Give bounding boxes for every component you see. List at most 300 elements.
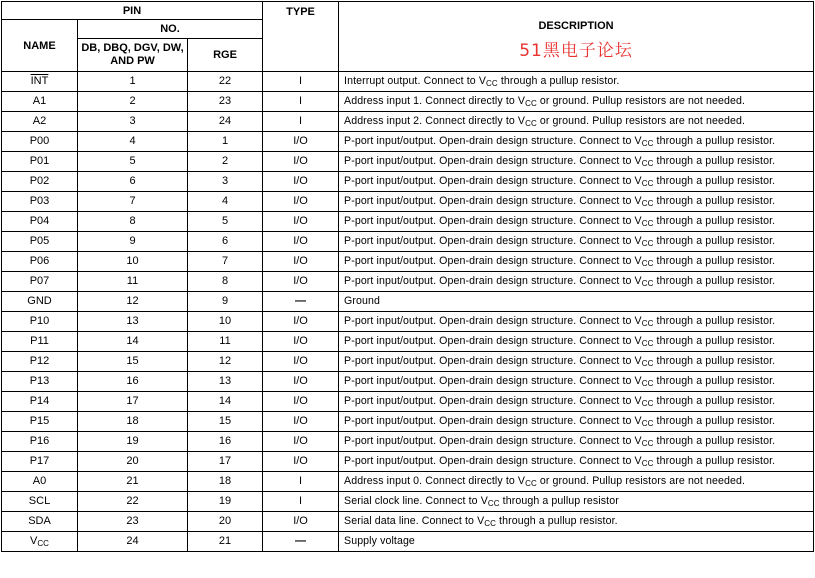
description-text-tail: through a pullup resistor. (653, 135, 776, 147)
pin-name: P02 (29, 175, 50, 187)
vcc-subscript: CC (641, 339, 654, 348)
pin-type-cell (263, 392, 339, 412)
table-row (2, 252, 814, 272)
pin-number-cell (78, 432, 188, 452)
description-text: P-port input/output. Open-drain design structure. Connect to V (344, 255, 642, 267)
pin-number-db-package: 5 (129, 155, 136, 167)
description-text-tail: through a pullup resistor. (653, 235, 776, 247)
pin-number-rge-package: 10 (218, 315, 232, 327)
vcc-subscript: CC (487, 499, 500, 508)
description-text: P-port input/output. Open-drain design structure. Connect to V (344, 415, 642, 427)
table-row (2, 372, 814, 392)
table-row (2, 232, 814, 252)
pin-number-db-package: 22 (126, 495, 139, 507)
description-text: P-port input/output. Open-drain design structure. Connect to V (344, 215, 642, 227)
description-text: P-port input/output. Open-drain design structure. Connect to V (344, 395, 642, 407)
pin-number-db-package: 19 (126, 435, 139, 447)
description-text-tail: or ground. Pullup resistors are not needed. (536, 475, 746, 487)
pin-type-cell (263, 132, 339, 152)
number-header: NO. (78, 20, 263, 39)
vcc-subscript: CC (641, 179, 654, 188)
pin-name: P11 (30, 335, 49, 347)
description-text-tail: through a pullup resistor. (653, 175, 776, 187)
pin-name-cell (2, 132, 78, 152)
description-text-tail: through a pullup resistor. (653, 415, 776, 427)
vcc-subscript: CC (641, 359, 654, 368)
description-text-tail: or ground. Pullup resistors are not needed. (536, 95, 746, 107)
pin-number-cell (78, 312, 188, 332)
pin-number-cell (188, 192, 263, 212)
pin-name-cell (2, 232, 78, 252)
pin-number-rge-package: 1 (221, 135, 229, 147)
description-text-tail: through a pullup resistor. (653, 435, 776, 447)
pin-name: P12 (29, 355, 50, 367)
pin-type: I/O (293, 435, 308, 447)
pin-number-db-package: 10 (126, 255, 139, 267)
pin-number-cell (78, 352, 188, 372)
pin-name: P14 (29, 395, 50, 407)
pin-name: P00 (29, 135, 50, 147)
pin-type-cell (263, 232, 339, 252)
pin-description-cell (339, 412, 814, 432)
table-row (2, 352, 814, 372)
pin-name-cell (2, 372, 78, 392)
pin-number-cell (188, 112, 263, 132)
description-text: P-port input/output. Open-drain design structure. Connect to V (344, 335, 642, 347)
description-text-tail: through a pullup resistor (499, 495, 619, 507)
pin-number-cell (78, 532, 188, 552)
description-text: Interrupt output. Connect to V (344, 75, 487, 87)
pin-number-cell (78, 92, 188, 112)
pin-number-rge-package: 6 (221, 235, 229, 247)
vcc-subscript: CC (525, 119, 537, 128)
table-row (2, 492, 814, 512)
description-text: Serial clock line. Connect to V (344, 495, 488, 507)
pin-name-cell (2, 252, 78, 272)
pin-type-cell (263, 272, 339, 292)
pin-type-cell (263, 292, 339, 312)
description-text: P-port input/output. Open-drain design structure. Connect to V (344, 235, 642, 247)
pin-name-cell (2, 412, 78, 432)
pin-description-cell (339, 352, 814, 372)
pin-number-rge-package: 14 (218, 395, 232, 407)
description-text: P-port input/output. Open-drain design structure. Connect to V (344, 275, 642, 287)
pin-name-cell (2, 112, 78, 132)
pin-description-cell (339, 252, 814, 272)
pin-number-db-package: 17 (126, 395, 139, 407)
pin-name-cell (2, 332, 78, 352)
vcc-subscript: CC (641, 379, 654, 388)
description-text-tail: through a pullup resistor. (653, 315, 776, 327)
description-text: P-port input/output. Open-drain design structure. Connect to V (344, 375, 642, 387)
pin-number-rge-package: 4 (221, 195, 229, 207)
description-text-tail: through a pullup resistor. (653, 255, 776, 267)
pin-name-cell (2, 212, 78, 232)
table-row (2, 312, 814, 332)
pin-type: I/O (293, 455, 308, 467)
pin-number-cell (78, 132, 188, 152)
pin-name-cell (2, 292, 78, 312)
pin-description-cell (339, 512, 814, 532)
pin-name-cell (2, 272, 78, 292)
watermark-text: 51黑电子论坛 (519, 41, 633, 61)
description-text-tail: through a pullup resistor. (653, 155, 776, 167)
pin-number-cell (188, 352, 263, 372)
pin-number-cell (188, 152, 263, 172)
pin-number-db-package: 18 (126, 415, 139, 427)
package-header-db-dbq-dgv-dw-pw: DB, DBQ, DGV, DW, AND PW (78, 39, 188, 72)
pin-number-db-package: 2 (129, 95, 136, 107)
pin-description-cell (339, 132, 814, 152)
pin-type: I (299, 115, 303, 127)
pin-number-db-package: 11 (126, 275, 139, 287)
description-text: P-port input/output. Open-drain design structure. Connect to V (344, 355, 642, 367)
description-text: P-port input/output. Open-drain design structure. Connect to V (344, 175, 642, 187)
pin-type: I (299, 475, 303, 487)
pin-number-db-package: 12 (126, 295, 139, 307)
pin-description-cell (339, 532, 814, 552)
pin-number-rge-package: 18 (218, 475, 232, 487)
description-header (339, 2, 814, 72)
pin-description-cell (339, 72, 814, 92)
pin-name: P13 (29, 375, 50, 387)
table-row (2, 152, 814, 172)
pin-description-cell (339, 372, 814, 392)
pin-type: I/O (293, 235, 308, 247)
pin-name: A0 (32, 475, 47, 487)
vcc-subscript: CC (641, 279, 654, 288)
vcc-subscript: CC (484, 519, 497, 528)
pin-number-cell (78, 112, 188, 132)
table-row (2, 412, 814, 432)
description-text: Address input 0. Connect directly to V (344, 475, 526, 487)
pin-type: I/O (293, 255, 308, 267)
pin-description-cell (339, 112, 814, 132)
pin-name-cell (2, 512, 78, 532)
pin-number-cell (78, 492, 188, 512)
vcc-subscript: CC (641, 439, 654, 448)
pin-name: $\overline{INT}$ (30, 75, 49, 87)
table-row (2, 192, 814, 212)
pin-number-db-package: 23 (126, 515, 139, 527)
pin-name: P17 (29, 455, 50, 467)
description-text-tail: through a pullup resistor. (653, 375, 776, 387)
description-text-tail: through a pullup resistor. (496, 515, 618, 527)
pin-number-cell (188, 492, 263, 512)
description-text-tail: through a pullup resistor. (653, 395, 776, 407)
description-text: P-port input/output. Open-drain design structure. Connect to V (344, 435, 642, 447)
pin-number-rge-package: 5 (221, 215, 229, 227)
vcc-subscript: CC (525, 479, 537, 488)
description-text: P-port input/output. Open-drain design structure. Connect to V (344, 455, 642, 467)
table-header (2, 2, 814, 72)
pin-name-cell (2, 532, 78, 552)
pin-name: A1 (32, 95, 47, 107)
pin-name: V (30, 535, 38, 547)
pin-number-rge-package: 13 (218, 375, 232, 387)
pin-type-cell (263, 352, 339, 372)
pin-number-cell (188, 392, 263, 412)
table-row (2, 452, 814, 472)
table-row (2, 532, 814, 552)
table-row (2, 272, 814, 292)
vcc-subscript: CC (641, 139, 654, 148)
pin-type-cell (263, 172, 339, 192)
pin-type: I (299, 95, 303, 107)
pin-description-cell (339, 172, 814, 192)
pin-name: A2 (32, 115, 47, 127)
description-text: Ground (344, 295, 380, 307)
pin-description-cell (339, 312, 814, 332)
pin-number-cell (188, 512, 263, 532)
pin-number-cell (188, 252, 263, 272)
vcc-subscript: CC (641, 219, 654, 228)
pin-number-cell (188, 312, 263, 332)
pin-type-cell (263, 452, 339, 472)
pin-type: — (295, 535, 307, 547)
pin-number-db-package: 9 (129, 235, 136, 247)
pin-number-cell (188, 212, 263, 232)
pin-name-cell (2, 312, 78, 332)
pin-description-cell (339, 272, 814, 292)
pin-number-cell (188, 472, 263, 492)
pin-name: P07 (29, 275, 50, 287)
pin-type: I/O (293, 355, 308, 367)
description-title: DESCRIPTION (538, 20, 614, 32)
table-row (2, 472, 814, 492)
pin-number-rge-package: 16 (218, 435, 232, 447)
pin-name-cell (2, 352, 78, 372)
pin-number-cell (78, 292, 188, 312)
pin-type: I/O (293, 395, 308, 407)
pin-number-cell (78, 332, 188, 352)
description-text: P-port input/output. Open-drain design structure. Connect to V (344, 195, 642, 207)
description-text: Serial data line. Connect to V (344, 515, 485, 527)
pin-number-rge-package: 17 (218, 455, 232, 467)
pin-number-cell (188, 172, 263, 192)
pin-type: I/O (293, 155, 308, 167)
pin-number-cell (188, 432, 263, 452)
type-header: TYPE (263, 2, 339, 72)
pin-number-db-package: 14 (126, 335, 139, 347)
pin-type: I/O (293, 175, 308, 187)
pin-type: I/O (293, 515, 308, 527)
vcc-subscript: CC (525, 99, 537, 108)
table-row (2, 112, 814, 132)
pin-number-rge-package: 23 (218, 95, 232, 107)
vcc-subscript: CC (641, 319, 654, 328)
pin-number-cell (78, 192, 188, 212)
pin-number-rge-package: 21 (218, 535, 232, 547)
pin-number-cell (78, 212, 188, 232)
package-header-rge: RGE (188, 39, 263, 72)
pin-description-cell (339, 492, 814, 512)
table-body (2, 72, 814, 552)
pin-number-cell (188, 92, 263, 112)
description-text-tail: through a pullup resistor. (497, 75, 620, 87)
pin-number-rge-package: 24 (218, 115, 232, 127)
pin-description-table (1, 1, 814, 552)
vcc-subscript: CC (641, 399, 654, 408)
pin-number-db-package: 15 (126, 355, 139, 367)
table-row (2, 392, 814, 412)
pin-type: I/O (293, 195, 308, 207)
description-text-tail: through a pullup resistor. (653, 335, 776, 347)
pin-type-cell (263, 412, 339, 432)
pin-number-rge-package: 9 (221, 295, 229, 307)
pin-name: P10 (29, 315, 50, 327)
description-text: P-port input/output. Open-drain design structure. Connect to V (344, 135, 642, 147)
pin-type: I/O (293, 135, 308, 147)
pin-number-rge-package: 22 (218, 75, 232, 87)
pin-type: I/O (293, 275, 308, 287)
pin-name: SCL (28, 495, 51, 507)
pin-description-cell (339, 92, 814, 112)
pin-name: SDA (28, 515, 51, 527)
pin-name: P04 (29, 215, 50, 227)
pin-type-cell (263, 312, 339, 332)
pin-number-cell (188, 272, 263, 292)
pin-type-cell (263, 532, 339, 552)
pin-type-cell (263, 472, 339, 492)
pin-number-cell (78, 392, 188, 412)
pin-type: I (299, 75, 303, 87)
table-row (2, 132, 814, 152)
pin-number-cell (78, 452, 188, 472)
pin-name: P06 (29, 255, 50, 267)
pin-type: I/O (293, 315, 308, 327)
pin-number-db-package: 21 (126, 475, 139, 487)
pin-number-rge-package: 20 (218, 515, 232, 527)
description-text-tail: through a pullup resistor. (653, 355, 776, 367)
pin-number-db-package: 4 (129, 135, 136, 147)
pin-type: I/O (293, 335, 308, 347)
pin-number-rge-package: 8 (221, 275, 229, 287)
pin-number-rge-package: 11 (219, 335, 231, 347)
pin-type-cell (263, 492, 339, 512)
pin-name: P16 (29, 435, 50, 447)
pin-type-cell (263, 92, 339, 112)
pin-type-cell (263, 512, 339, 532)
pin-name-cell (2, 92, 78, 112)
description-text-tail: through a pullup resistor. (653, 215, 776, 227)
pin-name-cell (2, 172, 78, 192)
pin-number-cell (78, 172, 188, 192)
table-row (2, 172, 814, 192)
table-row (2, 92, 814, 112)
description-text-tail: or ground. Pullup resistors are not needed. (536, 115, 746, 127)
description-text-tail: through a pullup resistor. (653, 455, 776, 467)
pin-type-cell (263, 112, 339, 132)
pin-description-cell (339, 152, 814, 172)
vcc-subscript: CC (641, 239, 654, 248)
pin-description-cell (339, 212, 814, 232)
pin-number-cell (78, 272, 188, 292)
pin-type-cell (263, 252, 339, 272)
pin-type: I/O (293, 215, 308, 227)
description-text: P-port input/output. Open-drain design structure. Connect to V (344, 315, 642, 327)
pin-number-cell (78, 72, 188, 92)
pin-name-cell (2, 432, 78, 452)
pin-number-rge-package: 3 (221, 175, 229, 187)
pin-number-cell (78, 152, 188, 172)
pin-number-db-package: 20 (126, 455, 139, 467)
pin-name-cell (2, 192, 78, 212)
pin-number-db-package: 6 (129, 175, 136, 187)
description-text-tail: through a pullup resistor. (653, 195, 776, 207)
pin-number-cell (188, 232, 263, 252)
pin-number-cell (188, 532, 263, 552)
name-header: NAME (2, 20, 78, 72)
pin-number-cell (78, 412, 188, 432)
pin-description-cell (339, 292, 814, 312)
pin-number-db-package: 7 (129, 195, 136, 207)
pin-number-rge-package: 15 (218, 415, 232, 427)
pin-type: — (295, 295, 307, 307)
vcc-subscript: CC (641, 159, 654, 168)
pin-description-cell (339, 472, 814, 492)
pin-number-db-package: 13 (126, 315, 139, 327)
pin-number-rge-package: 2 (221, 155, 229, 167)
vcc-subscript: CC (641, 459, 654, 468)
description-text: P-port input/output. Open-drain design structure. Connect to V (344, 155, 642, 167)
table-row (2, 292, 814, 312)
pin-number-rge-package: 19 (218, 495, 232, 507)
pin-type-cell (263, 192, 339, 212)
vcc-subscript: CC (641, 419, 654, 428)
pin-type-cell (263, 332, 339, 352)
pin-description-cell (339, 452, 814, 472)
pin-number-cell (188, 292, 263, 312)
description-text: Address input 2. Connect directly to V (344, 115, 526, 127)
table-row (2, 432, 814, 452)
pin-type-cell (263, 152, 339, 172)
pin-name-cell (2, 72, 78, 92)
pin-name: P05 (29, 235, 50, 247)
pin-number-cell (188, 412, 263, 432)
vcc-subscript: CC (641, 259, 654, 268)
pin-number-db-package: 16 (126, 375, 139, 387)
pin-number-cell (78, 512, 188, 532)
pin-number-cell (78, 232, 188, 252)
pin-name-cell (2, 392, 78, 412)
pin-name-cell (2, 452, 78, 472)
pin-type: I/O (293, 375, 308, 387)
pin-header: PIN (2, 2, 263, 20)
pin-description-cell (339, 232, 814, 252)
pin-type-cell (263, 372, 339, 392)
pin-number-rge-package: 12 (218, 355, 232, 367)
pin-number-cell (188, 372, 263, 392)
pin-number-cell (188, 332, 263, 352)
pin-description-cell (339, 192, 814, 212)
pin-type-cell (263, 212, 339, 232)
pin-number-db-package: 3 (129, 115, 136, 127)
pin-name: GND (27, 295, 52, 307)
table-row (2, 332, 814, 352)
pin-number-cell (78, 252, 188, 272)
pin-number-cell (78, 472, 188, 492)
vcc-subscript: CC (486, 79, 498, 88)
pin-description-cell (339, 432, 814, 452)
description-text-tail: through a pullup resistor. (653, 275, 776, 287)
pin-number-db-package: 8 (129, 215, 136, 227)
pin-name-cell (2, 492, 78, 512)
pin-type: I (299, 495, 303, 507)
pin-name: P03 (29, 195, 50, 207)
table-row (2, 512, 814, 532)
pin-number-cell (188, 452, 263, 472)
